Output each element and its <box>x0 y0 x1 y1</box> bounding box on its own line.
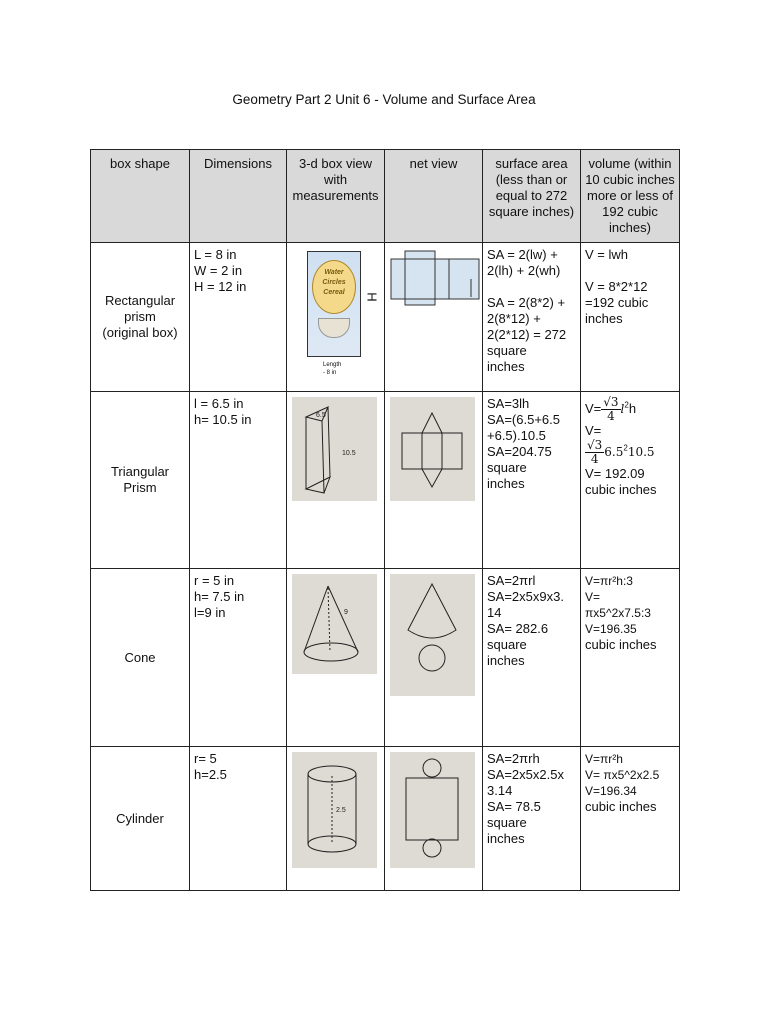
sa-line: inches <box>487 359 525 374</box>
vol-line: V= <box>585 590 601 604</box>
vol-line: V=196.34 <box>585 784 637 798</box>
dimensions-cell <box>190 392 287 569</box>
volume-cell <box>581 392 680 569</box>
cereal-box-image <box>307 251 361 357</box>
volume-cell <box>581 243 680 392</box>
header-box-shape: box shape <box>91 150 190 243</box>
triangular-prism-sketch <box>292 397 377 501</box>
svg-text:9: 9 <box>344 609 348 616</box>
table-row <box>91 243 680 392</box>
sa-line: square <box>487 343 527 358</box>
table-row <box>91 392 680 569</box>
height-label: H <box>364 292 380 302</box>
vol-line: V = lwh <box>585 247 628 262</box>
header-net-view: net view <box>385 150 483 243</box>
vol-line: V= 192.09 <box>585 466 645 481</box>
triangular-prism-net-sketch <box>390 397 475 501</box>
header-dimensions: Dimensions <box>190 150 287 243</box>
net-view-cell <box>385 569 483 747</box>
header-surface-area: surface area (less than or equal to 272 square inches) <box>483 150 581 243</box>
sa-line: inches <box>487 476 525 491</box>
cylinder-net-sketch <box>390 752 475 868</box>
header-3d-view: 3-d box view with measurements <box>287 150 385 243</box>
sa-line: SA = 2(lw) + <box>487 247 558 262</box>
vol-line: V= πx5^2x2.5 <box>585 768 660 782</box>
surface-area-cell <box>483 569 581 747</box>
shape-name-line: Prism <box>123 480 157 495</box>
vol-line: V=πr²h <box>585 752 623 766</box>
3d-view-cell <box>287 569 385 747</box>
dimension-line: W = 2 in <box>194 263 243 278</box>
vol-line: cubic inches <box>585 637 657 652</box>
cylinder-sketch <box>292 752 377 868</box>
sa-line: +6.5).10.5 <box>487 428 546 443</box>
dimension-line: h= 7.5 in <box>194 589 245 604</box>
dimension-line: h= 10.5 in <box>194 412 252 427</box>
net-view-cell <box>385 747 483 891</box>
sa-line: square <box>487 460 527 475</box>
length-label: Length <box>323 362 342 368</box>
vol-line: πx5^2x7.5:3 <box>585 606 651 620</box>
net-view-cell <box>385 243 483 392</box>
sa-line: SA=2x5x9x3. <box>487 589 564 604</box>
cone-sketch <box>292 574 377 674</box>
dimension-line: h=2.5 <box>194 767 227 782</box>
sa-line: SA=204.75 <box>487 444 552 459</box>
dimensions-cell <box>190 243 287 392</box>
sa-line: SA = 2(8*2) + <box>487 295 566 310</box>
table-row <box>91 569 680 747</box>
svg-text:6.5: 6.5 <box>316 412 326 419</box>
length-label: - 8 in <box>323 370 337 376</box>
header-volume: volume (within 10 cubic inches more or less of 192 cubic inches) <box>581 150 680 243</box>
box-text: Circles <box>322 279 346 286</box>
shape-name-line: prism <box>124 309 156 324</box>
shape-name-line: Triangular <box>110 464 170 479</box>
vol-line: V=πr²h:3 <box>585 574 633 588</box>
shape-name-line: Cone <box>124 649 156 665</box>
dimensions-cell <box>190 569 287 747</box>
volume-cell <box>581 569 680 747</box>
dimension-line: l=9 in <box>194 605 226 620</box>
vol-formula: $\frac{√3}{4}$ $6.5^210.5$ <box>587 438 655 466</box>
shape-name-line: Cylinder <box>116 810 164 826</box>
sa-line: SA= 282.6 <box>487 621 549 636</box>
cereal-bowl-icon <box>318 318 350 338</box>
sa-line: 2(8*12) + <box>487 311 541 326</box>
sa-line: SA=3lh <box>487 396 530 411</box>
sa-line: 3.14 <box>487 783 513 798</box>
sa-line: inches <box>487 653 525 668</box>
header-row <box>91 150 680 243</box>
shape-name-line: (original box) <box>102 325 178 340</box>
surface-area-cell <box>483 747 581 891</box>
sa-line: 14 <box>487 605 502 620</box>
rect-prism-net-drawing <box>387 249 481 309</box>
sa-line: 2(lh) + 2(wh) <box>487 263 561 278</box>
3d-view-cell <box>287 243 385 392</box>
sa-line: SA=(6.5+6.5 <box>487 412 560 427</box>
sa-line: square <box>487 637 527 652</box>
vol-line: inches <box>585 311 623 326</box>
svg-text:10.5: 10.5 <box>342 450 356 457</box>
sa-line: 2(2*12) = 272 <box>487 327 567 342</box>
sa-line: square <box>487 815 527 830</box>
cone-net-sketch <box>390 574 475 696</box>
vol-line: =192 cubic <box>585 295 649 310</box>
vol-line: V = 8*2*12 <box>585 279 648 294</box>
shape-cell <box>91 569 190 747</box>
dimension-line: r= 5 <box>194 751 217 766</box>
table-row <box>91 747 680 891</box>
shape-cell <box>91 243 190 392</box>
vol-line: V= <box>585 423 602 438</box>
3d-view-cell <box>287 392 385 569</box>
surface-area-cell <box>483 243 581 392</box>
dimension-line: l = 6.5 in <box>194 396 244 411</box>
shape-cell <box>91 392 190 569</box>
sa-line: inches <box>487 831 525 846</box>
dimension-line: L = 8 in <box>194 247 237 262</box>
vol-formula: V= $\frac{√3}{4}$ $l^2h$ <box>585 395 637 423</box>
vol-line: cubic inches <box>585 482 657 497</box>
box-text: Water <box>324 269 344 276</box>
page-title: Geometry Part 2 Unit 6 - Volume and Surface Area <box>232 92 536 107</box>
volume-cell <box>581 747 680 891</box>
svg-text:2.5: 2.5 <box>336 807 346 814</box>
dimensions-cell <box>190 747 287 891</box>
dimension-line: H = 12 in <box>194 279 247 294</box>
sa-line: SA=2πrh <box>487 751 540 766</box>
box-text: Cereal <box>323 289 345 296</box>
shape-name-line: Rectangular <box>104 293 176 308</box>
sa-line: SA=2x5x2.5x <box>487 767 564 782</box>
dimension-line: r = 5 in <box>194 573 235 588</box>
sa-line: SA= 78.5 <box>487 799 541 814</box>
sa-line: SA=2πrl <box>487 573 536 588</box>
shape-cell <box>91 747 190 891</box>
3d-view-cell <box>287 747 385 891</box>
surface-area-cell <box>483 392 581 569</box>
volume-surface-area-table <box>90 149 680 891</box>
net-view-cell <box>385 392 483 569</box>
vol-line: cubic inches <box>585 799 657 814</box>
vol-line: V=196.35 <box>585 622 637 636</box>
